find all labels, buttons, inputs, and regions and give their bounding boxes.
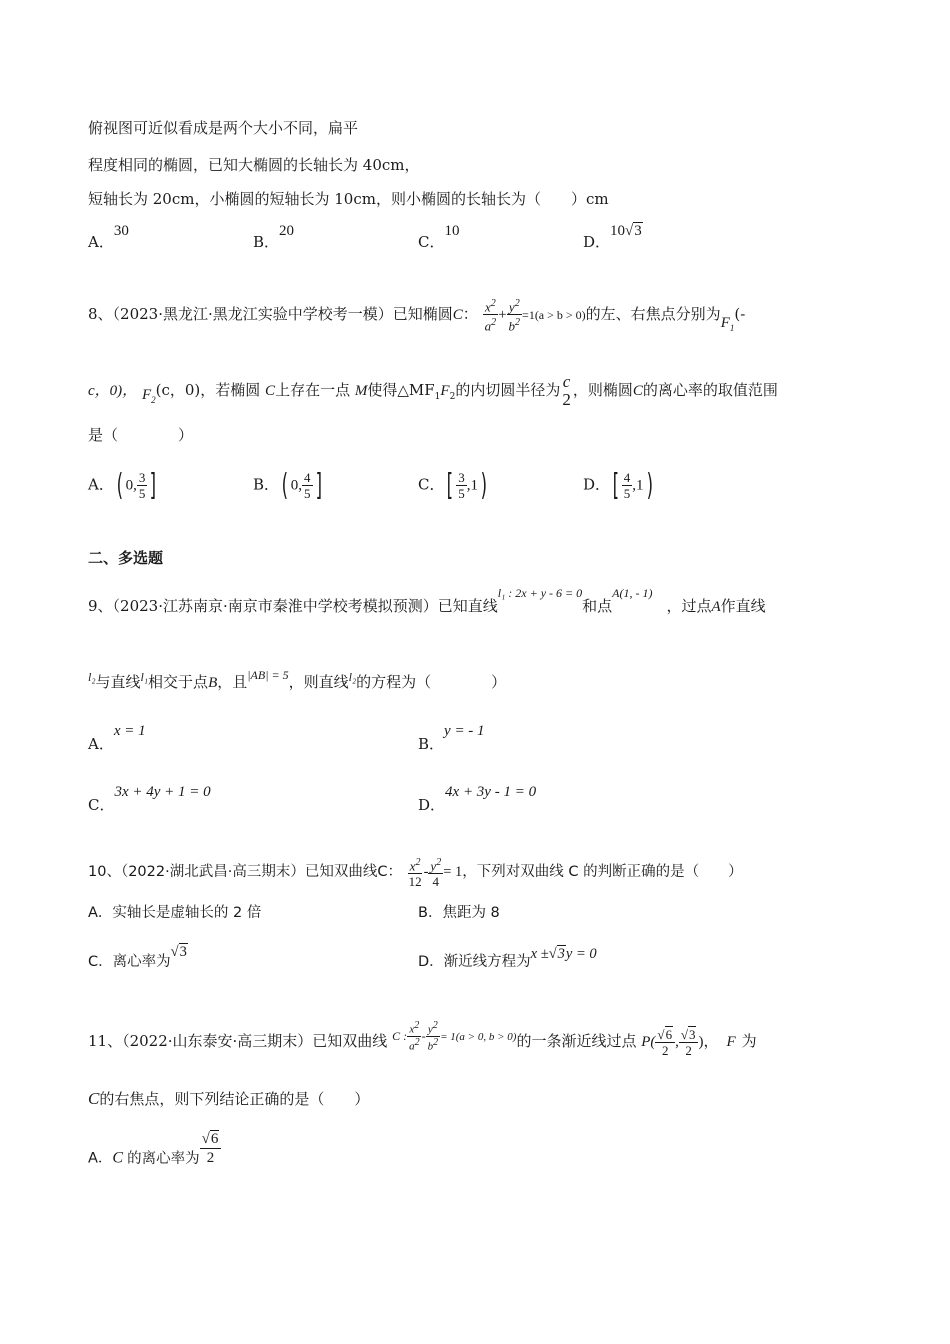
q11-option-a-text: 的离心率为 — [127, 1150, 200, 1167]
q9-tail: ，过点 — [666, 597, 712, 615]
q11-comma: , — [675, 1034, 679, 1051]
q8-option-d-label: D． — [583, 475, 611, 494]
q9-l2-d: ，则直线 — [288, 673, 349, 691]
q11-source: （2022·山东泰安·高三期末）已知双曲线 — [122, 1032, 388, 1051]
q8-option-b-num: 4 — [304, 470, 311, 485]
q9-l2: l₂ — [88, 670, 96, 684]
q11-option-a-den: 2 — [206, 1150, 215, 1166]
q9-option-a — [88, 723, 146, 755]
q7-line-1: 俯视图可近似看成是两个大小不同，扁平 — [88, 119, 359, 137]
q11-option-a-label: A． — [88, 1150, 113, 1167]
q8-number: 8、 — [88, 304, 113, 323]
q11-point-y: $\frac{√3}{2}$ — [679, 1027, 699, 1058]
q8-line-1: 8、（2023·黑龙江·黑龙江实验中学校考一模）已知椭圆C： $\frac{x^2}{a^2}$ + $\frac{y^2}{b^2}$ =1(a > b > 0)的左、右焦点分别为$F_1(-$ — [88, 298, 746, 334]
q11-option-a — [88, 1131, 221, 1177]
q10-frac-x: $\frac{x^2}{12}$ — [408, 857, 422, 890]
q10-option-d-eq: x ±√3y = 0 — [530, 946, 597, 962]
q8-f2: $F_2$ — [141, 387, 156, 405]
q9-source: （2023·江苏南京·南京市秦淮中学校考模拟预测）已知直线 — [112, 597, 498, 615]
q8-line-3: 是（ ） — [88, 426, 194, 444]
q10-source: （2022·湖北武昌·高三期末）已知双曲线 — [120, 864, 378, 881]
q11-number: 11、 — [88, 1032, 123, 1051]
q10-option-d — [418, 946, 597, 972]
q11-line-2 — [88, 1089, 369, 1109]
q10-option-d-label: D． — [418, 954, 444, 970]
q9-point-a: A(1, - 1) — [612, 586, 653, 600]
q10-option-a-label: A． — [88, 905, 113, 921]
q8-radius-den: 2 — [562, 390, 571, 409]
q9-l2-e: 的方程为（ ） — [356, 673, 507, 691]
q8-f1-tail: (- — [734, 304, 746, 323]
q8-option-d-den: 5 — [623, 486, 631, 501]
q8-option-d-num: 4 — [623, 470, 631, 485]
q8-option-a: A．( 0, $\frac{3}{5}$ ] — [88, 467, 157, 503]
q8-f1-letter: F — [720, 314, 730, 331]
q11-focus-f: F — [726, 1034, 736, 1051]
q8-l2-h: ，则椭圆 — [572, 381, 633, 399]
q11-point: P( — [641, 1034, 656, 1051]
q8-l2-g: 的内切圆半径为 — [455, 381, 561, 399]
q7-option-d — [583, 223, 643, 253]
q9-option-d-label: D． — [418, 796, 446, 814]
q8-option-d: D．[ $\frac{4}{5}$ ,1) — [583, 467, 653, 503]
q8-source: （2023·黑龙江·黑龙江实验中学校考一模）已知椭圆 — [112, 304, 453, 323]
q9-line-eq: l₁ : 2x + y - 6 = 0 — [497, 586, 583, 600]
q8-option-a-den: 5 — [138, 486, 146, 501]
q8-option-b: B．( 0, $\frac{4}{5}$ ] — [253, 467, 322, 503]
q9-option-a-label: A． — [88, 735, 114, 753]
q8-point-m: M — [354, 383, 368, 399]
q8-l2-f: F — [440, 383, 450, 399]
q8-l2-d: 上存在一点 — [275, 381, 351, 399]
q7-option-a-label: A． — [88, 233, 114, 251]
q8-option-b-label: B． — [253, 475, 280, 494]
q7-option-b-label: B． — [253, 233, 280, 251]
q9-option-b-value: y = - 1 — [444, 723, 485, 739]
q8-l2-b: (c，0)，若椭圆 — [155, 381, 261, 399]
q10-frac-y: $\frac{y^2}{4}$ — [430, 857, 442, 890]
q7-line-2: 程度相同的椭圆，已知大椭圆的长轴长为 40cm， — [88, 156, 420, 174]
q8-colon: ： — [462, 304, 478, 323]
q8-l2-j: 的离心率的取值范围 — [642, 381, 778, 399]
q9-mid: 和点 — [582, 597, 613, 615]
q8-frac-y: $\frac{y^2}{b^2}$ — [508, 298, 521, 334]
q10-option-d-eq-a: x ± — [530, 946, 549, 962]
q8-option-c-frac — [456, 470, 467, 501]
q10-line-1: 10、（2022·湖北武昌·高三期末）已知双曲线C： $\frac{x^2}{12}$ - $\frac{y^2}{4}$ = 1，下列对双曲线 C 的判断正确的是（ ） — [88, 857, 743, 890]
q9-l2-b: 相交于点 — [148, 673, 209, 691]
q8-f1: $F_1$ — [720, 314, 735, 333]
q9-point-b: B — [208, 675, 218, 691]
q8-option-d-right: ,1 — [632, 477, 644, 494]
q9-option-c — [88, 784, 211, 816]
q8-option-c-num: 3 — [458, 470, 465, 485]
q8-radius-num: c — [562, 372, 571, 391]
q7-option-d-radicand: 3 — [634, 223, 642, 239]
q9-abs-ab: |AB| = 5 — [247, 668, 289, 682]
q7-option-a-value: 30 — [113, 223, 129, 239]
q10-option-b-value: 焦距为 8 — [442, 905, 500, 921]
q8-option-d-frac — [622, 470, 633, 501]
q9-option-d-value: 4x + 3y - 1 = 0 — [445, 784, 537, 800]
q7-option-c-value: 10 — [444, 223, 460, 239]
q8-l2-c: C — [265, 383, 276, 399]
q8-l2-a: c，0)， — [88, 383, 138, 399]
q8-l2-e: 使得△MF — [367, 381, 435, 399]
q11-option-a-frac: $\frac{√6}{2}$ — [200, 1130, 222, 1167]
q10-option-a — [88, 903, 261, 923]
q8-after-eq: 的左、右焦点分别为 — [585, 304, 721, 323]
q8-radius-frac — [560, 373, 573, 409]
q8-frac-x: $\frac{x^2}{a^2}$ — [484, 298, 497, 334]
q9-option-a-value: x = 1 — [113, 723, 146, 739]
q11-line-1: 11、（2022·山东泰安·高三期末）已知双曲线 $^{C :}$ $\frac{x2}{a2}$ - $\frac{y2}{b2}$ $^{= 1(a > 0, b > 0)}$的一条渐近线过点 P( $\frac{√6}{2}$ , $\frac{√3}{2}$ )， F 为 — [88, 1020, 757, 1058]
q8-option-c-den: 5 — [458, 486, 465, 501]
q11-eq-tail: = 1(a > 0, b > 0) — [440, 1031, 517, 1044]
q11-line2-rest: 的右焦点，则下列结论正确的是（ ） — [99, 1090, 370, 1108]
q9-l2-a: 与直线 — [95, 673, 141, 691]
q9-option-b-label: B． — [418, 735, 445, 753]
q11-option-a-c: C — [112, 1149, 124, 1167]
q9-option-c-value: 3x + 4y + 1 = 0 — [114, 784, 211, 800]
q10-number: 10、 — [88, 864, 121, 881]
q8-option-a-label: A． — [88, 475, 114, 494]
q10-option-c-radicand: 3 — [179, 944, 187, 960]
q7-option-d-label: D． — [583, 233, 611, 251]
q8-option-b-left: 0, — [290, 477, 302, 494]
q8-eq-tail: =1(a > b > 0) — [522, 307, 586, 322]
q7-option-d-value: 10√3 — [610, 223, 642, 239]
q11-frac-x: $\frac{x2}{a2}$ — [409, 1020, 420, 1053]
q7-option-a — [88, 223, 129, 253]
q11-option-a-radicand: 6 — [210, 1131, 219, 1147]
q10-option-b-label: B． — [418, 905, 443, 921]
q10-option-c-label: C． — [88, 954, 113, 970]
q10-option-c-value: 离心率为 — [112, 954, 171, 970]
q10-eq-tail: = 1 — [443, 864, 463, 881]
q9-tail-a: A — [711, 599, 721, 615]
q8-option-b-den: 5 — [304, 486, 311, 501]
q8-option-a-left: 0, — [125, 477, 137, 494]
q7-option-c — [418, 223, 460, 253]
q9-option-d — [418, 784, 537, 816]
q9-l1: l₁ — [140, 670, 149, 684]
q9-l2-second: l₂ — [348, 670, 357, 684]
q9-l2-c: ，且 — [217, 673, 248, 691]
q11-after: 的一条渐近线过点 — [516, 1032, 637, 1051]
q9-line-2 — [88, 668, 507, 693]
q8-f2-letter: F — [141, 387, 152, 403]
q7-line-3: 短轴长为 20cm，小椭圆的短轴长为 10cm，则小椭圆的长轴长为（ ）cm — [88, 190, 609, 208]
q8-option-a-num: 3 — [138, 470, 146, 485]
q10-option-d-value: 渐近线方程为 — [443, 954, 531, 970]
q7-option-d-coef: 10 — [610, 223, 626, 239]
q8-line-2: c，0)， $F_2(c$，0)，若椭圆 C上存在一点 M使得$\triangle MF_1F_2$的内切圆半径为 c 2 ，则椭圆C的离心率的取值范围 — [88, 372, 778, 409]
q7-option-b-value: 20 — [279, 223, 295, 239]
q10-curve: C： — [377, 864, 402, 881]
q10-option-a-value: 实轴长是虚轴长的 2 倍 — [112, 905, 262, 921]
q10-option-c: C．离心率为√3 — [88, 944, 187, 970]
q10-option-b — [418, 903, 500, 923]
q11-tail-b: 为 — [741, 1032, 757, 1051]
q8-l2-i: C — [632, 383, 643, 399]
q11-tail: ， — [703, 1032, 719, 1051]
q10-option-d-eq-b: y = 0 — [565, 946, 597, 962]
q11-line2-c: C — [88, 1089, 100, 1108]
q8-option-a-frac — [137, 470, 148, 501]
q8-option-c-label: C． — [418, 475, 445, 494]
q8-option-c-right: ,1 — [466, 477, 478, 494]
q8-option-c: C．[ $\frac{3}{5}$ ,1) — [418, 467, 488, 503]
q8-option-b-frac — [302, 470, 313, 501]
q11-frac-y: $\frac{y2}{b2}$ — [427, 1020, 439, 1053]
q8-curve: C — [452, 306, 463, 323]
q7-option-c-label: C． — [418, 233, 445, 251]
q10-option-d-eq-rad: 3 — [557, 946, 565, 962]
section-title-multiple-choice: 二、多选题 — [88, 549, 164, 567]
q10-after: ，下列对双曲线 C 的判断正确的是（ ） — [462, 864, 743, 881]
q9-line-1 — [88, 586, 766, 617]
q11-close: ) — [698, 1034, 704, 1051]
q9-tail-b: 作直线 — [720, 597, 766, 615]
q9-option-c-label: C． — [88, 796, 115, 814]
q7-option-b — [253, 223, 295, 253]
q11-point-x: $\frac{√6}{2}$ — [655, 1027, 675, 1058]
q9-option-b — [418, 723, 485, 755]
q11-curve: C : — [392, 1029, 408, 1044]
q9-number: 9、 — [88, 597, 113, 615]
